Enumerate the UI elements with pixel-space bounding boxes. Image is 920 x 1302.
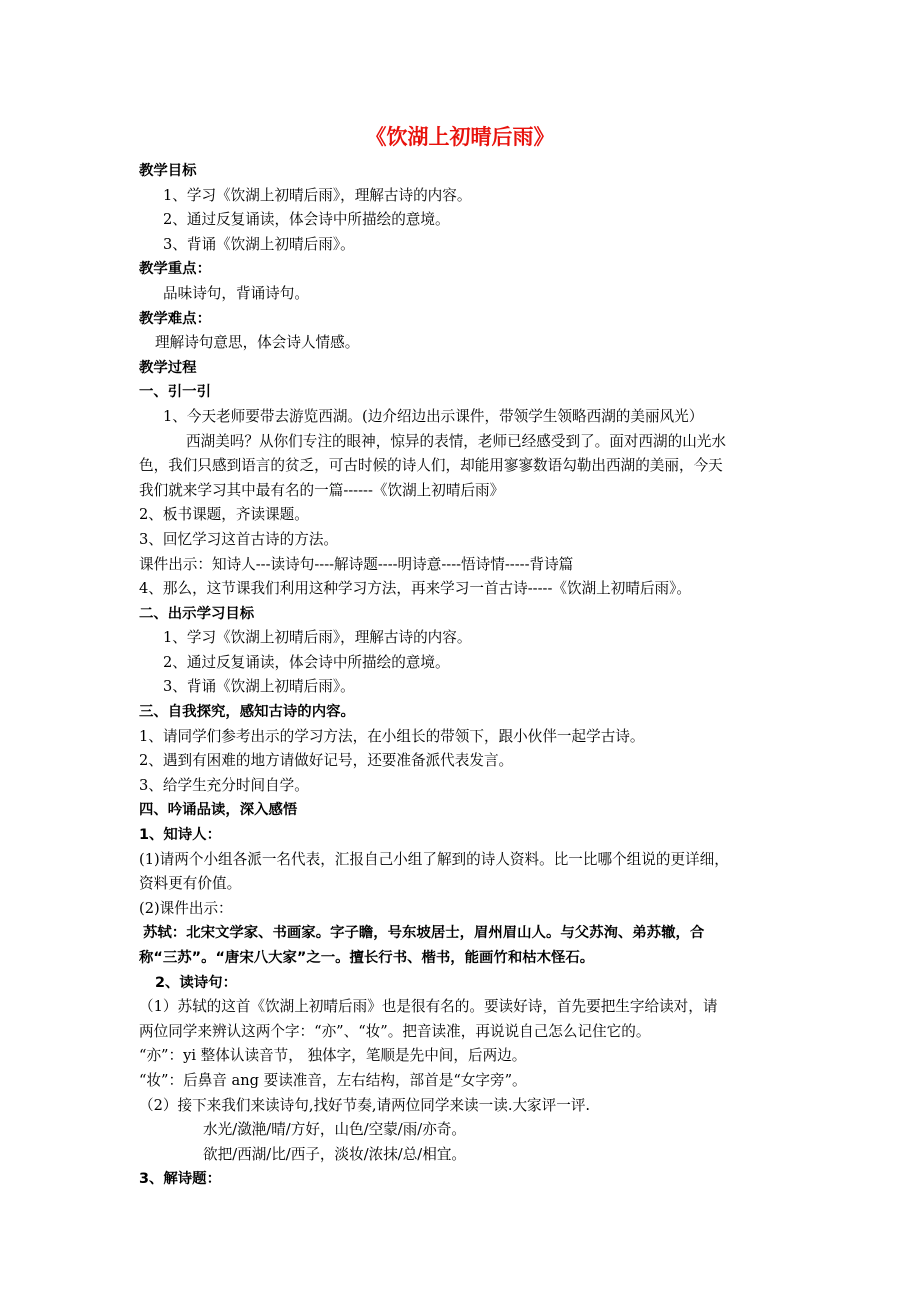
subheading-explain-title: 3、解诗题： (139, 1171, 221, 1188)
character-note: “亦”：yi 整体认读音节， 独体字，笔顺是先中间，后两边。 (139, 1047, 527, 1065)
objective-item: 1、学习《饮湖上初晴后雨》，理解古诗的内容。 (163, 186, 472, 204)
heading-process: 教学过程 (139, 359, 197, 376)
paragraph-line: （1）苏轼的这首《饮湖上初晴后雨》也是很有名的。要读好诗，首先要把生字给读对，请 (139, 998, 718, 1016)
paragraph-line: 2、遇到有困难的地方请做好记号，还要准备派代表发言。 (139, 752, 514, 770)
objective-item: 2、通过反复诵读，体会诗中所描绘的意境。 (163, 211, 450, 229)
section-heading-1: 一、引一引 (139, 384, 211, 401)
difficulties-text: 理解诗句意思，体会诗人情感。 (155, 334, 360, 352)
poem-line: 欲把/西湖/比/西子，淡妆/浓抹/总/相宜。 (203, 1145, 467, 1163)
paragraph-line: 我们就来学习其中最有名的一篇------《饮湖上初晴后雨》 (139, 481, 505, 499)
heading-objectives: 教学目标 (139, 163, 197, 179)
paragraph-line: 4、那么，这节课我们利用这种学习方法，再来学习一首古诗-----《饮湖上初晴后雨》。 (139, 580, 692, 598)
paragraph-line: 3、回忆学习这首古诗的方法。 (139, 530, 339, 548)
subheading-know-poet: 1、知诗人： (139, 827, 221, 844)
poet-bio: 苏轼：北宋文学家、书画家。字子瞻，号东坡居士，眉州眉山人。与父苏洵、弟苏辙，合 (143, 925, 705, 942)
paragraph-line: 色，我们只感到语言的贫乏，可古时候的诗人们，却能用寥寥数语勾勒出西湖的美丽，今天 (139, 457, 723, 475)
key-points-text: 品味诗句，背诵诗句。 (163, 284, 309, 302)
paragraph-line: 2、板书课题，齐读课题。 (139, 506, 309, 524)
paragraph-line: 资料更有价值。 (139, 875, 242, 893)
section-heading-4: 四、吟诵品读，深入感悟 (139, 802, 298, 819)
paragraph-line: 3、给学生充分时间自学。 (139, 776, 309, 794)
heading-key-points: 教学重点： (139, 261, 211, 278)
objective-item: 2、通过反复诵读，体会诗中所描绘的意境。 (163, 653, 450, 671)
objective-item: 3、背诵《饮湖上初晴后雨》。 (163, 235, 355, 253)
objective-item: 3、背诵《饮湖上初晴后雨》。 (163, 678, 355, 696)
paragraph-line: 西湖美吗？从你们专注的眼神，惊异的表情，老师已经感受到了。面对西湖的山光水 (186, 432, 726, 450)
objective-item: 1、学习《饮湖上初晴后雨》，理解古诗的内容。 (163, 629, 472, 647)
paragraph-line: 1、今天老师要带去游览西湖。(边介绍边出示课件，带领学生领略西湖的美丽风光） (163, 407, 704, 425)
paragraph-line: (1)请两个小组各派一名代表，汇报自己小组了解到的诗人资料。比一比哪个组说的更详细， (139, 850, 729, 868)
document-title: 《饮湖上初晴后雨》 (365, 125, 555, 149)
paragraph-line: (2)课件出示： (139, 899, 233, 917)
poem-line: 水光/潋滟/晴/方好，山色/空蒙/雨/亦奇。 (203, 1121, 467, 1139)
character-note: “妆”：后鼻音 ang 要读准音，左右结构，部首是“女字旁”。 (139, 1071, 527, 1089)
paragraph-line: （2）接下来我们来读诗句,找好节奏,请两位同学来读一读.大家评一评. (139, 1096, 591, 1114)
heading-difficulties: 教学难点： (139, 310, 211, 327)
courseware-steps: 课件出示：知诗人---读诗句----解诗题----明诗意----悟诗情-----背诗篇 (139, 555, 574, 573)
section-heading-2: 二、出示学习目标 (139, 605, 255, 622)
poet-bio: 称“三苏”。“唐宋八大家”之一。擅长行书、楷书，能画竹和枯木怪石。 (139, 950, 595, 966)
document-body (139, 159, 784, 1192)
paragraph-line: 两位同学来辨认这两个字：“亦”、“妆”。把音读准，再说说自己怎么记住它的。 (139, 1022, 651, 1040)
paragraph-line: 1、请同学们参考出示的学习方法，在小组长的带领下，跟小伙伴一起学古诗。 (139, 727, 645, 745)
subheading-read-poem: 2、读诗句： (155, 974, 237, 991)
section-heading-3: 三、自我探究，感知古诗的内容。 (139, 704, 355, 721)
